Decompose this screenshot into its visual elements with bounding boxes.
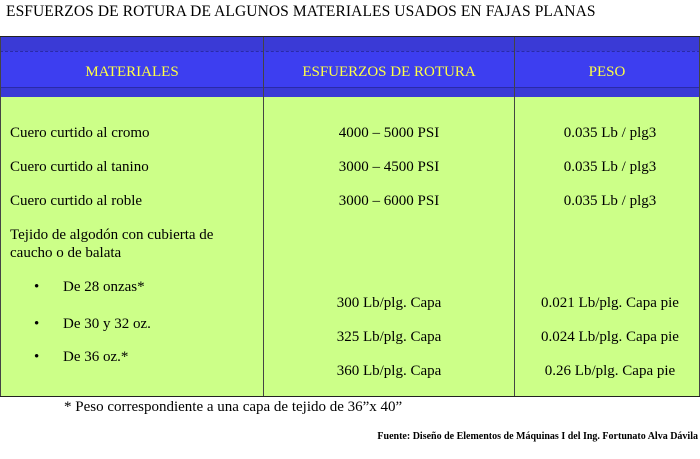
table-cell-material: Cuero curtido al roble: [10, 193, 143, 209]
table-cell-peso: 0.021 Lb/plg. Capa pie: [541, 295, 679, 311]
table-cell-material: De 36 oz.*: [63, 349, 129, 365]
table-cell-esfuerzo: 300 Lb/plg. Capa: [336, 295, 442, 311]
footnote: * Peso correspondiente a una capa de tejido de 36”x 40”: [64, 399, 403, 415]
group-label: caucho o de balata: [10, 245, 122, 261]
table-cell-esfuerzo: 3000 – 6000 PSI: [338, 193, 440, 209]
table-cell-esfuerzo: 325 Lb/plg. Capa: [336, 329, 442, 345]
table-cell-esfuerzo: 3000 – 4500 PSI: [338, 159, 440, 175]
header-materiales: MATERIALES: [85, 64, 179, 80]
materials-table: [0, 36, 700, 397]
table-cell-peso: 0.26 Lb/plg. Capa pie: [544, 363, 676, 379]
table-cell-material: Cuero curtido al tanino: [10, 159, 149, 175]
page-title: ESFUERZOS DE ROTURA DE ALGUNOS MATERIALES USADOS EN FAJAS PLANAS: [6, 3, 596, 20]
table-cell-peso: 0.035 Lb / plg3: [563, 193, 657, 209]
table-cell-peso: 0.035 Lb / plg3: [563, 159, 657, 175]
table-cell-peso: 0.035 Lb / plg3: [563, 125, 657, 141]
table-cell-esfuerzo: 360 Lb/plg. Capa: [336, 363, 442, 379]
column-divider: [0, 37, 1, 396]
column-divider: [514, 37, 515, 396]
table-cell-material: Cuero curtido al cromo: [10, 125, 150, 141]
header-esfuerzos: ESFUERZOS DE ROTURA: [302, 64, 476, 80]
bullet-icon: •: [34, 349, 40, 365]
group-label: Tejido de algodón con cubierta de: [10, 227, 214, 243]
table-cell-esfuerzo: 4000 – 5000 PSI: [338, 125, 440, 141]
table-cell-material: De 28 onzas*: [63, 279, 145, 295]
table-cell-material: De 30 y 32 oz.: [63, 316, 151, 332]
header-peso: PESO: [588, 64, 626, 80]
source-credit: Fuente: Diseño de Elementos de Máquinas I del Ing. Fortunato Alva Dávila: [377, 431, 698, 442]
bullet-icon: •: [34, 316, 40, 332]
table-cell-peso: 0.024 Lb/plg. Capa pie: [541, 329, 679, 345]
bullet-icon: •: [34, 279, 40, 295]
